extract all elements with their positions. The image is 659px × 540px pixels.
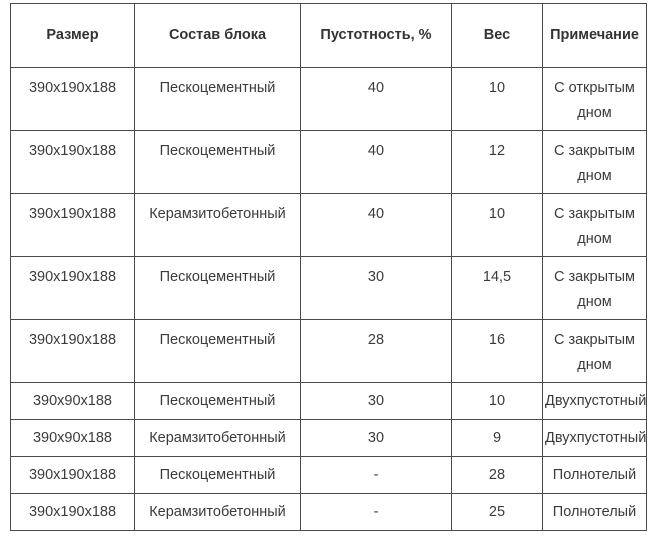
header-voidness: Пустотность, % — [301, 4, 452, 68]
header-size: Размер — [11, 4, 135, 68]
cell-voidness: 30 — [301, 257, 452, 320]
table-row — [11, 420, 647, 457]
cell-note: Двухпустотный — [543, 383, 647, 420]
cell-voidness: 40 — [301, 68, 452, 131]
cell-size: 390х190х188 — [11, 68, 135, 131]
cell-note: С открытым дном — [543, 68, 647, 131]
table-row — [11, 494, 647, 531]
cell-size: 390х190х188 — [11, 131, 135, 194]
cell-note: Двухпустотный — [543, 420, 647, 457]
cell-note: Полнотелый — [543, 457, 647, 494]
cell-size: 390х90х188 — [11, 420, 135, 457]
header-weight: Вес — [452, 4, 543, 68]
table-row — [11, 131, 647, 194]
cell-voidness: 40 — [301, 131, 452, 194]
cell-weight: 10 — [452, 68, 543, 131]
header-composition: Состав блока — [135, 4, 301, 68]
cell-note: С закрытым дном — [543, 131, 647, 194]
cell-weight: 25 — [452, 494, 543, 531]
cell-size: 390х190х188 — [11, 494, 135, 531]
cell-size: 390х190х188 — [11, 194, 135, 257]
table-row — [11, 383, 647, 420]
cell-size: 390х190х188 — [11, 457, 135, 494]
cell-composition: Пескоцементный — [135, 131, 301, 194]
cell-voidness: - — [301, 457, 452, 494]
table-row — [11, 257, 647, 320]
cell-voidness: 30 — [301, 383, 452, 420]
cell-voidness: - — [301, 494, 452, 531]
table-row — [11, 68, 647, 131]
cell-weight: 28 — [452, 457, 543, 494]
cell-note: С закрытым дном — [543, 320, 647, 383]
cell-weight: 16 — [452, 320, 543, 383]
table-header-row — [11, 4, 647, 68]
cell-weight: 9 — [452, 420, 543, 457]
table-row — [11, 457, 647, 494]
cell-composition: Керамзитобетонный — [135, 420, 301, 457]
cell-composition: Пескоцементный — [135, 257, 301, 320]
cell-composition: Пескоцементный — [135, 320, 301, 383]
cell-size: 390х90х188 — [11, 383, 135, 420]
block-spec-table — [10, 3, 647, 531]
cell-size: 390х190х188 — [11, 257, 135, 320]
cell-note: С закрытым дном — [543, 194, 647, 257]
cell-voidness: 30 — [301, 420, 452, 457]
cell-composition: Керамзитобетонный — [135, 494, 301, 531]
cell-weight: 10 — [452, 194, 543, 257]
cell-voidness: 28 — [301, 320, 452, 383]
cell-size: 390х190х188 — [11, 320, 135, 383]
table-row — [11, 320, 647, 383]
cell-note: Полнотелый — [543, 494, 647, 531]
cell-composition: Пескоцементный — [135, 457, 301, 494]
cell-weight: 10 — [452, 383, 543, 420]
cell-weight: 12 — [452, 131, 543, 194]
cell-note: С закрытым дном — [543, 257, 647, 320]
cell-composition: Керамзитобетонный — [135, 194, 301, 257]
cell-composition: Пескоцементный — [135, 383, 301, 420]
cell-weight: 14,5 — [452, 257, 543, 320]
cell-voidness: 40 — [301, 194, 452, 257]
table-row — [11, 194, 647, 257]
cell-composition: Пескоцементный — [135, 68, 301, 131]
header-note: Примечание — [543, 4, 647, 68]
